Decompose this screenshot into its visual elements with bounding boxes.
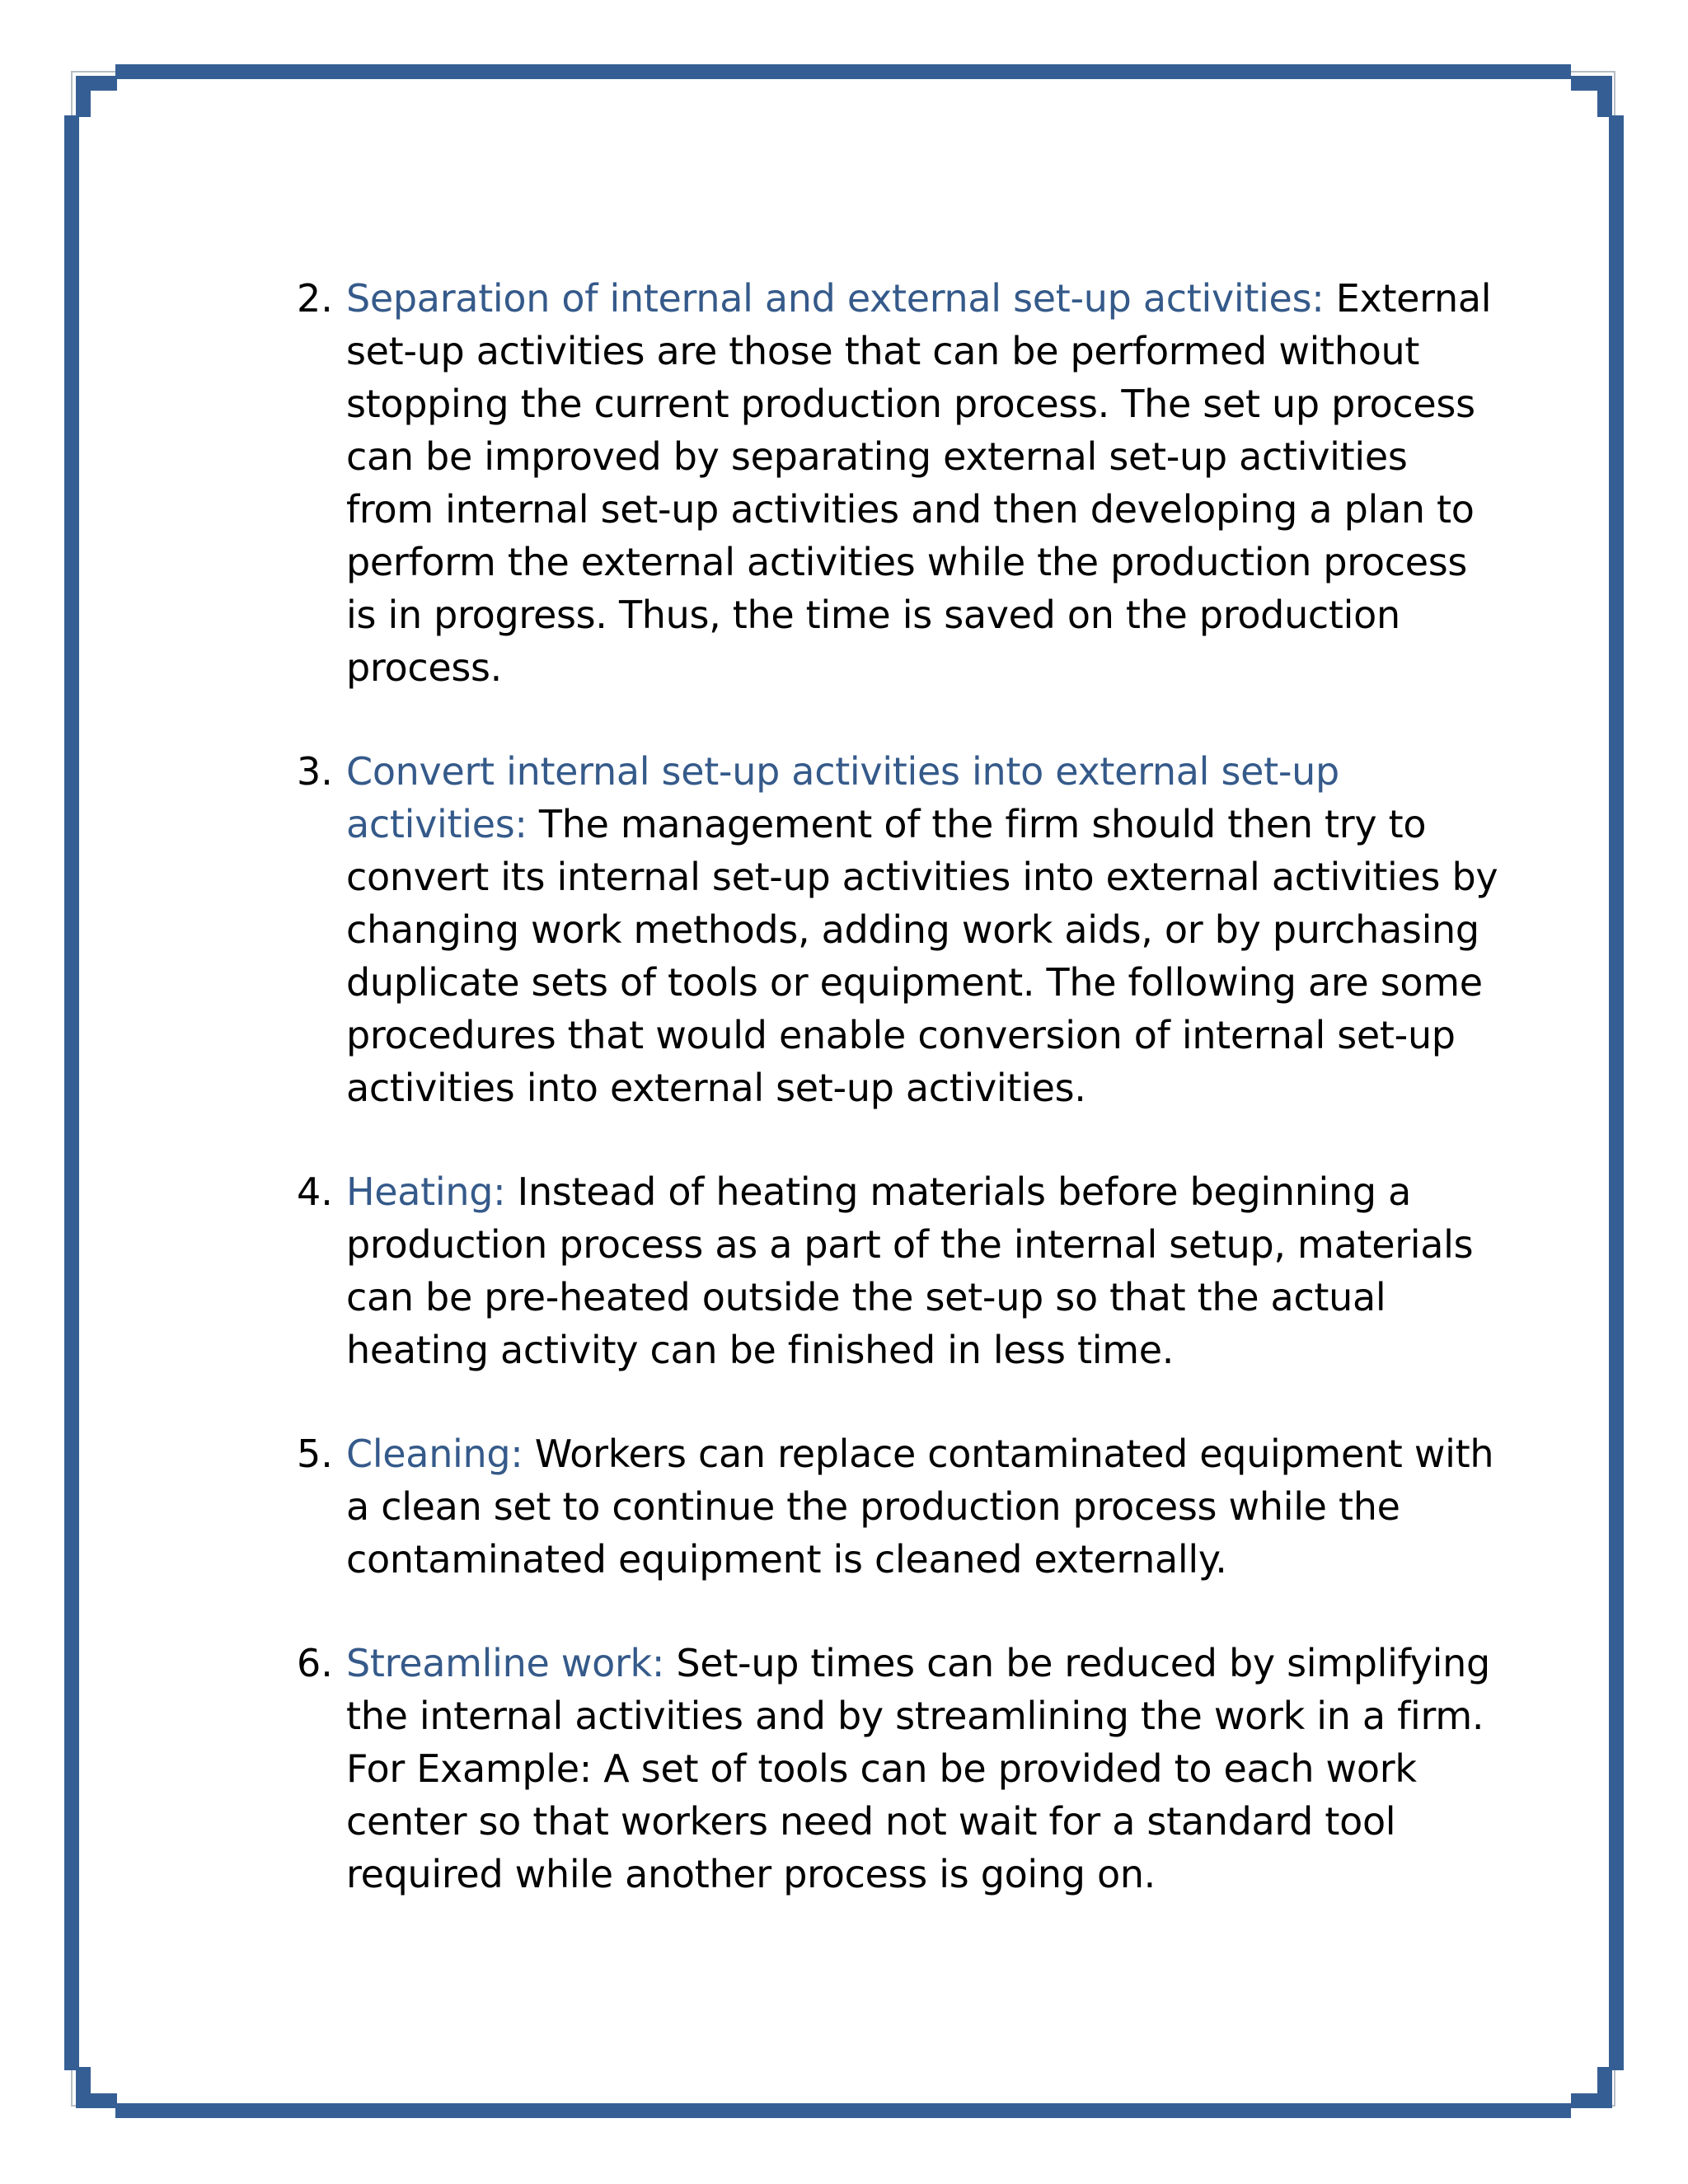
list-item-number: 6. <box>297 1641 333 1685</box>
list-item-6 <box>297 1637 1500 1900</box>
list-item-number: 5. <box>297 1432 333 1476</box>
list-item-term: Cleaning: <box>346 1432 523 1476</box>
list-item-text <box>346 745 1500 1114</box>
list-item-body: Workers can replace contaminated equipment with a clean set to continue the production process while the contaminated equipment is cleaned externally. <box>346 1432 1494 1582</box>
list-item-text <box>346 1637 1500 1900</box>
list-item-number: 3. <box>297 749 333 794</box>
list-item-body: The management of the firm should then try to convert its internal set-up activities into external activities by changing work methods, adding work aids, or by purchasing duplicate sets of tools or equipment. The following are some procedures that would enable conversion of internal set-up activities into external set-up activities. <box>346 802 1498 1110</box>
list-item-text <box>346 1165 1500 1376</box>
list-item-text <box>346 272 1500 694</box>
frame-corner-bottom-left <box>76 2067 117 2108</box>
frame-bar-left <box>64 115 79 2070</box>
list-item-3 <box>297 745 1500 1114</box>
frame-bar-bottom <box>115 2103 1571 2118</box>
list-item-text <box>346 1427 1500 1586</box>
list-item-term: Separation of internal and external set-up activities: <box>346 276 1325 321</box>
frame-bar-top <box>115 64 1571 79</box>
list-item-body: Instead of heating materials before beginning a production process as a part of the internal setup, materials can be pre-heated outside the set-up so that the actual heating activity can be finished in less time. <box>346 1169 1474 1372</box>
numbered-list <box>297 272 1500 1952</box>
frame-corner-bottom-right <box>1571 2067 1612 2108</box>
frame-corner-top-right <box>1571 76 1612 117</box>
list-item-5 <box>297 1427 1500 1586</box>
frame-corner-top-left <box>76 76 117 117</box>
list-item-number: 2. <box>297 276 333 321</box>
list-item-body: Set-up times can be reduced by simplifying the internal activities and by streamlining the work in a firm. For Example: A set of tools can be provided to each work center so that workers need not wait for a standard tool required while another process is going on. <box>346 1641 1490 1896</box>
list-item-term: Convert internal set-up activities into external set-up activities: <box>346 749 1339 846</box>
list-item-term: Heating: <box>346 1169 506 1214</box>
list-item-term: Streamline work: <box>346 1641 665 1685</box>
list-item-number: 4. <box>297 1169 333 1214</box>
list-item-4 <box>297 1165 1500 1376</box>
list-item-body: External set-up activities are those that can be performed without stopping the current production process. The set up process can be improved by separating external set-up activities from internal set-up activities and then developing a plan to perform the external activities while the production process is in progress. Thus, the time is saved on the production process. <box>346 276 1492 690</box>
frame-bar-right <box>1609 115 1624 2070</box>
list-item-2 <box>297 272 1500 694</box>
